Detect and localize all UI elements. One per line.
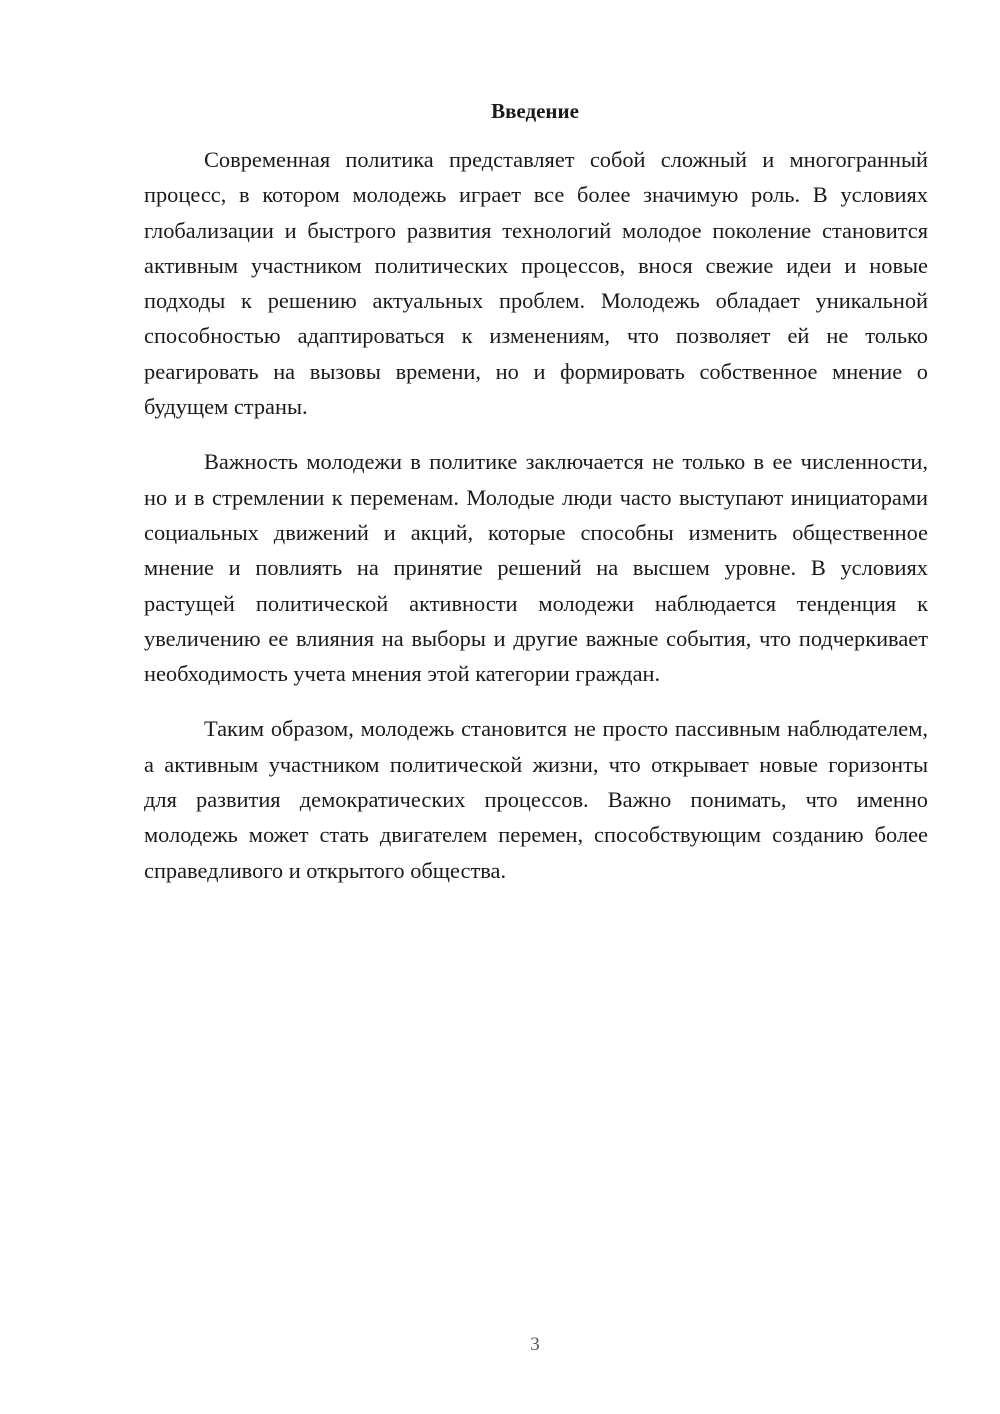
paragraph-3: Таким образом, молодежь становится не просто пассивным наблюдателем, а активным участником политической жизни, что открывает новые горизонты для развития демократических процессов. Важно понимать, что именно молодежь может стать двигателем перемен, способствующим созданию более справедливого и открытого общества.	[144, 716, 928, 883]
section-title: Введение	[491, 99, 579, 123]
paragraph-2: Важность молодежи в политике заключается не только в ее численности, но и в стремлении к переменам. Молодые люди часто выступают инициаторами социальных движений и акций, которые способны изменить общественное мнение и повлиять на принятие решений на высшем уровне. В условиях растущей политической активности молодежи наблюдается тенденция к увеличению ее влияния на выборы и другие важные события, что подчеркивает необходимость учета мнения этой категории граждан.	[144, 449, 928, 687]
body-text	[144, 142, 928, 908]
paragraph-1: Современная политика представляет собой сложный и многогранный процесс, в котором молодежь играет все более значимую роль. В условиях глобализации и быстрого развития технологий молодое поколение становится активным участником политических процессов, внося свежие идеи и новые подходы к решению актуальных проблем. Молодежь обладает уникальной способностью адаптироваться к изменениям, что позволяет ей не только реагировать на вызовы времени, но и формировать собственное мнение о будущем страны.	[144, 147, 928, 420]
page-number: 3	[530, 1334, 540, 1355]
